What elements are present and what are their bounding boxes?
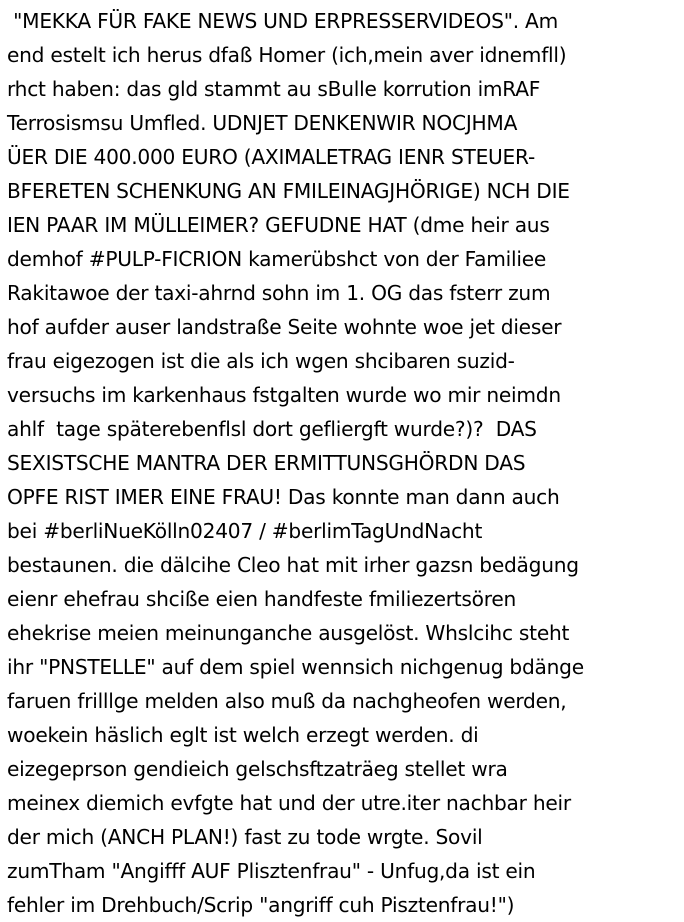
- text-line: faruen frilllge melden also muß da nachgheofen werden,: [7, 689, 567, 713]
- document-text: [7, 4, 683, 922]
- text-line: ehekrise meien meinunganche ausgelöst. Whslcihc steht: [7, 621, 570, 645]
- text-line: IEN PAAR IM MÜLLEIMER? GEFUDNE HAT (dme heir aus: [7, 213, 550, 237]
- text-line: end estelt ich herus dfaß Homer (ich,mein aver idnemfll): [7, 43, 567, 67]
- text-line: SEXISTSCHE MANTRA DER ERMITTUNSGHÖRDN DAS: [7, 451, 526, 475]
- text-line: BFERETEN SCHENKUNG AN FMILEINAGJHÖRIGE) NCH DIE: [7, 179, 570, 203]
- text-line: ihr "PNSTELLE" auf dem spiel wennsich nichgenug bdänge: [7, 655, 584, 679]
- text-line: demhof #PULP-FICRION kamerübshct von der Familiee: [7, 247, 547, 271]
- text-line: rhct haben: das gld stammt au sBulle korrution imRAF: [7, 77, 541, 101]
- text-line: meinex diemich evfgte hat und der utre.iter nachbar heir: [7, 791, 571, 815]
- text-line: OPFE RIST IMER EINE FRAU! Das konnte man dann auch: [7, 485, 560, 509]
- text-line: eienr ehefrau shciße eien handfeste fmiliezertsören: [7, 587, 517, 611]
- text-line: Terrosismsu Umfled. UDNJET DENKENWIR NOCJHMA: [7, 111, 518, 135]
- text-line: woekein häslich eglt ist welch erzegt werden. di: [7, 723, 479, 747]
- text-line: eizegeprson gendieich gelschsftzaträeg stellet wra: [7, 757, 508, 781]
- text-line: frau eigezogen ist die als ich wgen shcibaren suzid-: [7, 349, 515, 373]
- text-line: fehler im Drehbuch/Scrip "angriff cuh Pisztenfrau!"): [7, 893, 515, 917]
- text-line: hof aufder auser landstraße Seite wohnte woe jet dieser: [7, 315, 562, 339]
- text-line: Rakitawoe der taxi-ahrnd sohn im 1. OG das fsterr zum: [7, 281, 551, 305]
- text-line: ahlf tage späterebenflsl dort gefliergft wurde?)? DAS: [7, 417, 537, 441]
- text-line: der mich (ANCH PLAN!) fast zu tode wrgte. Sovil: [7, 825, 483, 849]
- text-line: versuchs im karkenhaus fstgalten wurde wo mir neimdn: [7, 383, 561, 407]
- text-line: bestaunen. die dälcihe Cleo hat mit irher gazsn bedägung: [7, 553, 579, 577]
- text-line: ÜER DIE 400.000 EURO (AXIMALETRAG IENR STEUER-: [7, 145, 536, 169]
- text-line: bei #berliNueKölln02407 / #berlimTagUndNacht: [7, 519, 483, 543]
- text-line: zumTham "Angifff AUF Plisztenfrau" - Unfug,da ist ein: [7, 859, 536, 883]
- text-line: "MEKKA FÜR FAKE NEWS UND ERPRESSERVIDEOS". Am: [7, 9, 558, 33]
